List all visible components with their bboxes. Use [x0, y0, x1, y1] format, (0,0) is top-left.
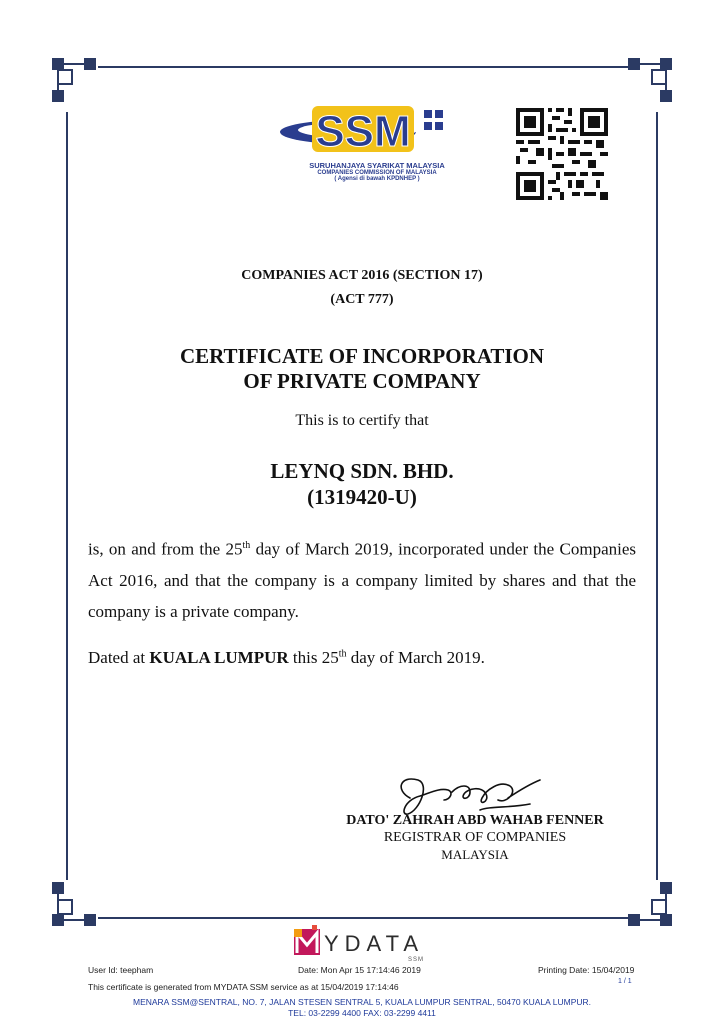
footer-tel-fax: TEL: 03-2299 4400 FAX: 03-2299 4411: [288, 1008, 436, 1018]
act-number: (ACT 777): [330, 292, 394, 307]
certificate-title: [60, 344, 664, 394]
ssm-logo-mark: SSM: [315, 107, 411, 156]
corner-ornament-top-right: [626, 56, 674, 104]
para-rest: day of March 2019, incorporated under the Companies Act 2016, and that the company is a company limited by shares and that the company is a private company.: [88, 539, 636, 621]
footer-generated-note: This certificate is generated from MYDATA SSM service as at 15/04/2019 17:14:46: [88, 982, 399, 992]
mydata-brand-text: YDATA: [324, 931, 425, 956]
footer-printing-date: Printing Date: 15/04/2019: [538, 965, 635, 975]
registrar-title: REGISTRAR OF COMPANIES: [383, 830, 567, 845]
dated-end: day of March 2019.: [346, 648, 485, 667]
dated-ordinal: th: [338, 648, 347, 660]
ssm-logo: [278, 100, 458, 200]
ssm-name-english: COMPANIES COMMISSION OF MALAYSIA: [317, 169, 437, 176]
ssm-name-malay: SURUHANJAYA SYARIKAT MALAYSIA: [309, 161, 445, 170]
registrar-country: MALAYSIA: [441, 847, 509, 862]
certificate-title-line2: OF PRIVATE COMPANY: [243, 369, 481, 393]
footer-user-id: User Id: teepham: [88, 965, 154, 975]
footer-page-number: 1 / 1: [618, 978, 632, 985]
dated-city: KUALA LUMPUR: [149, 648, 289, 667]
dated-mid: this 25: [288, 648, 339, 667]
frame-bottom-line: [98, 917, 628, 919]
mydata-sub-text: SSM: [407, 957, 424, 963]
incorporation-paragraph: [88, 530, 636, 627]
para-start: is, on and from the 25: [88, 539, 243, 559]
act-heading: COMPANIES ACT 2016 (SECTION 17): [241, 268, 483, 283]
certificate-title-line1: CERTIFICATE OF INCORPORATION: [179, 344, 545, 368]
frame-top-line: [98, 66, 628, 68]
dated-prefix: Dated at: [88, 648, 150, 667]
company-name: LEYNQ SDN. BHD.: [270, 459, 454, 483]
corner-ornament-bottom-right: [626, 880, 674, 928]
ssm-logo-text: [292, 162, 462, 182]
corner-ornament-top-left: [50, 56, 98, 104]
company-block: [60, 458, 664, 510]
registrar-name: DATO' ZAHRAH ABD WAHAB FENNER: [346, 813, 604, 828]
corner-ornament-bottom-left: [50, 880, 98, 928]
certify-statement: This is to certify that: [295, 412, 429, 429]
footer-address: MENARA SSM@SENTRAL, NO. 7, JALAN STESEN SENTRAL 5, KUALA LUMPUR SENTRAL, 50470 KUALA LUMPUR.: [132, 997, 591, 1007]
dated-line: [88, 648, 485, 668]
mydata-logo: [288, 923, 438, 963]
footer-date: Date: Mon Apr 15 17:14:46 2019: [298, 965, 421, 975]
para-ordinal: th: [242, 540, 251, 551]
ssm-agency-note: ( Agensi di bawah KPDNHEP ): [334, 176, 420, 183]
company-number: (1319420-U): [307, 485, 417, 509]
qr-code: [516, 108, 608, 200]
registrar-block: [320, 812, 630, 863]
